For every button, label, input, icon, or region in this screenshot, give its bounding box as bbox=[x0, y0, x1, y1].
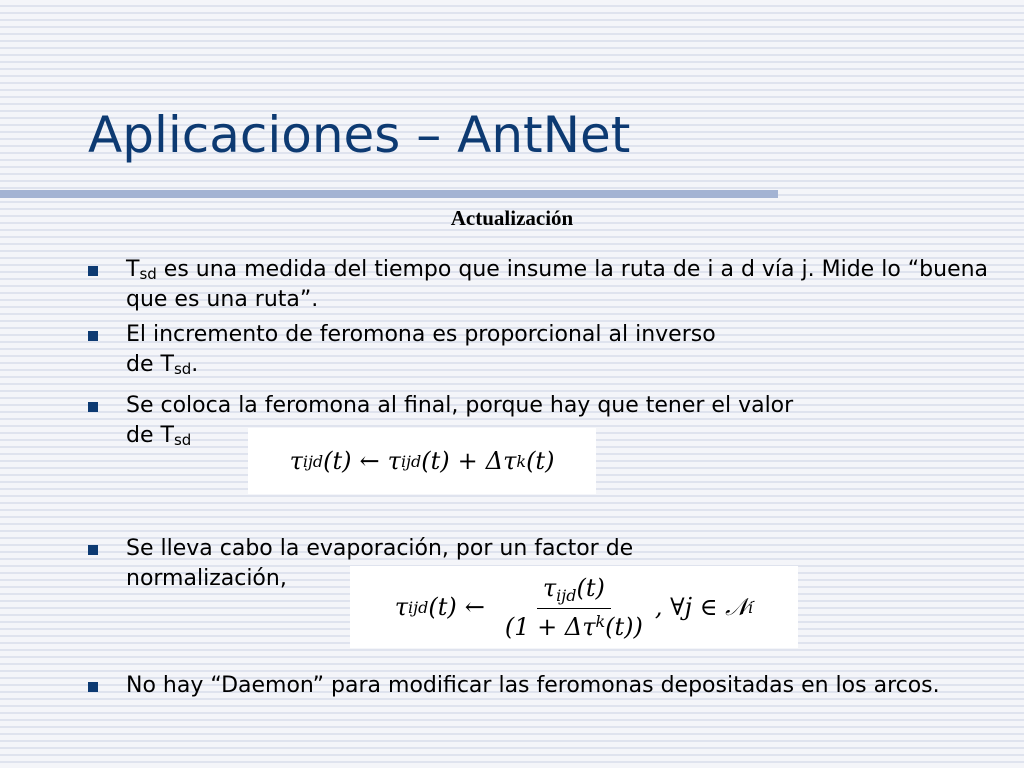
bullet-marker bbox=[88, 402, 98, 412]
title-divider bbox=[0, 190, 778, 198]
bullet-text-5: No hay “Daemon” para modificar las feromonas depositadas en los arcos. bbox=[126, 673, 940, 698]
evaporation-fraction: $\frac{\tau_{ijd}(t)}{(1 + \Delta\tau^k(t))}$ bbox=[504, 573, 643, 641]
bullet-item-5 bbox=[88, 671, 1008, 701]
bullet-marker bbox=[88, 682, 98, 692]
bullet-marker bbox=[88, 266, 98, 276]
bullet-item-1 bbox=[88, 255, 1008, 315]
evaporation-formula: τ ijd (t) ← $\frac{\tau_{ijd}(t)}{(1 + \Delta\tau^k(t))}$ , ∀j ∈ 𝒩 i bbox=[350, 566, 798, 648]
slide-subtitle: Actualización bbox=[450, 206, 574, 230]
bullet-text-1: $T_{sd}$ es una medida del tiempo que insume la ruta de i a d vía j. Mide lo “buena que es una ruta”. bbox=[126, 257, 989, 312]
bullet-marker bbox=[88, 331, 98, 341]
bullet-text-4: Se lleva cabo la evaporación, por un factor de normalización, bbox=[126, 536, 634, 591]
slide-title: Aplicaciones – AntNet bbox=[88, 106, 631, 164]
bullet-text-2: El incremento de feromona es proporcional al inverso de $T_{sd}$. bbox=[126, 322, 716, 378]
bullet-marker bbox=[88, 545, 98, 555]
bullet-text-3: Se coloca la feromona al final, porque hay que tener el valor de $T_{sd}$ bbox=[126, 393, 794, 449]
bullet-item-2 bbox=[88, 320, 1008, 380]
pheromone-update-formula: τ ijd (t) ← τ ijd (t) + Δτ k (t) bbox=[248, 428, 596, 494]
